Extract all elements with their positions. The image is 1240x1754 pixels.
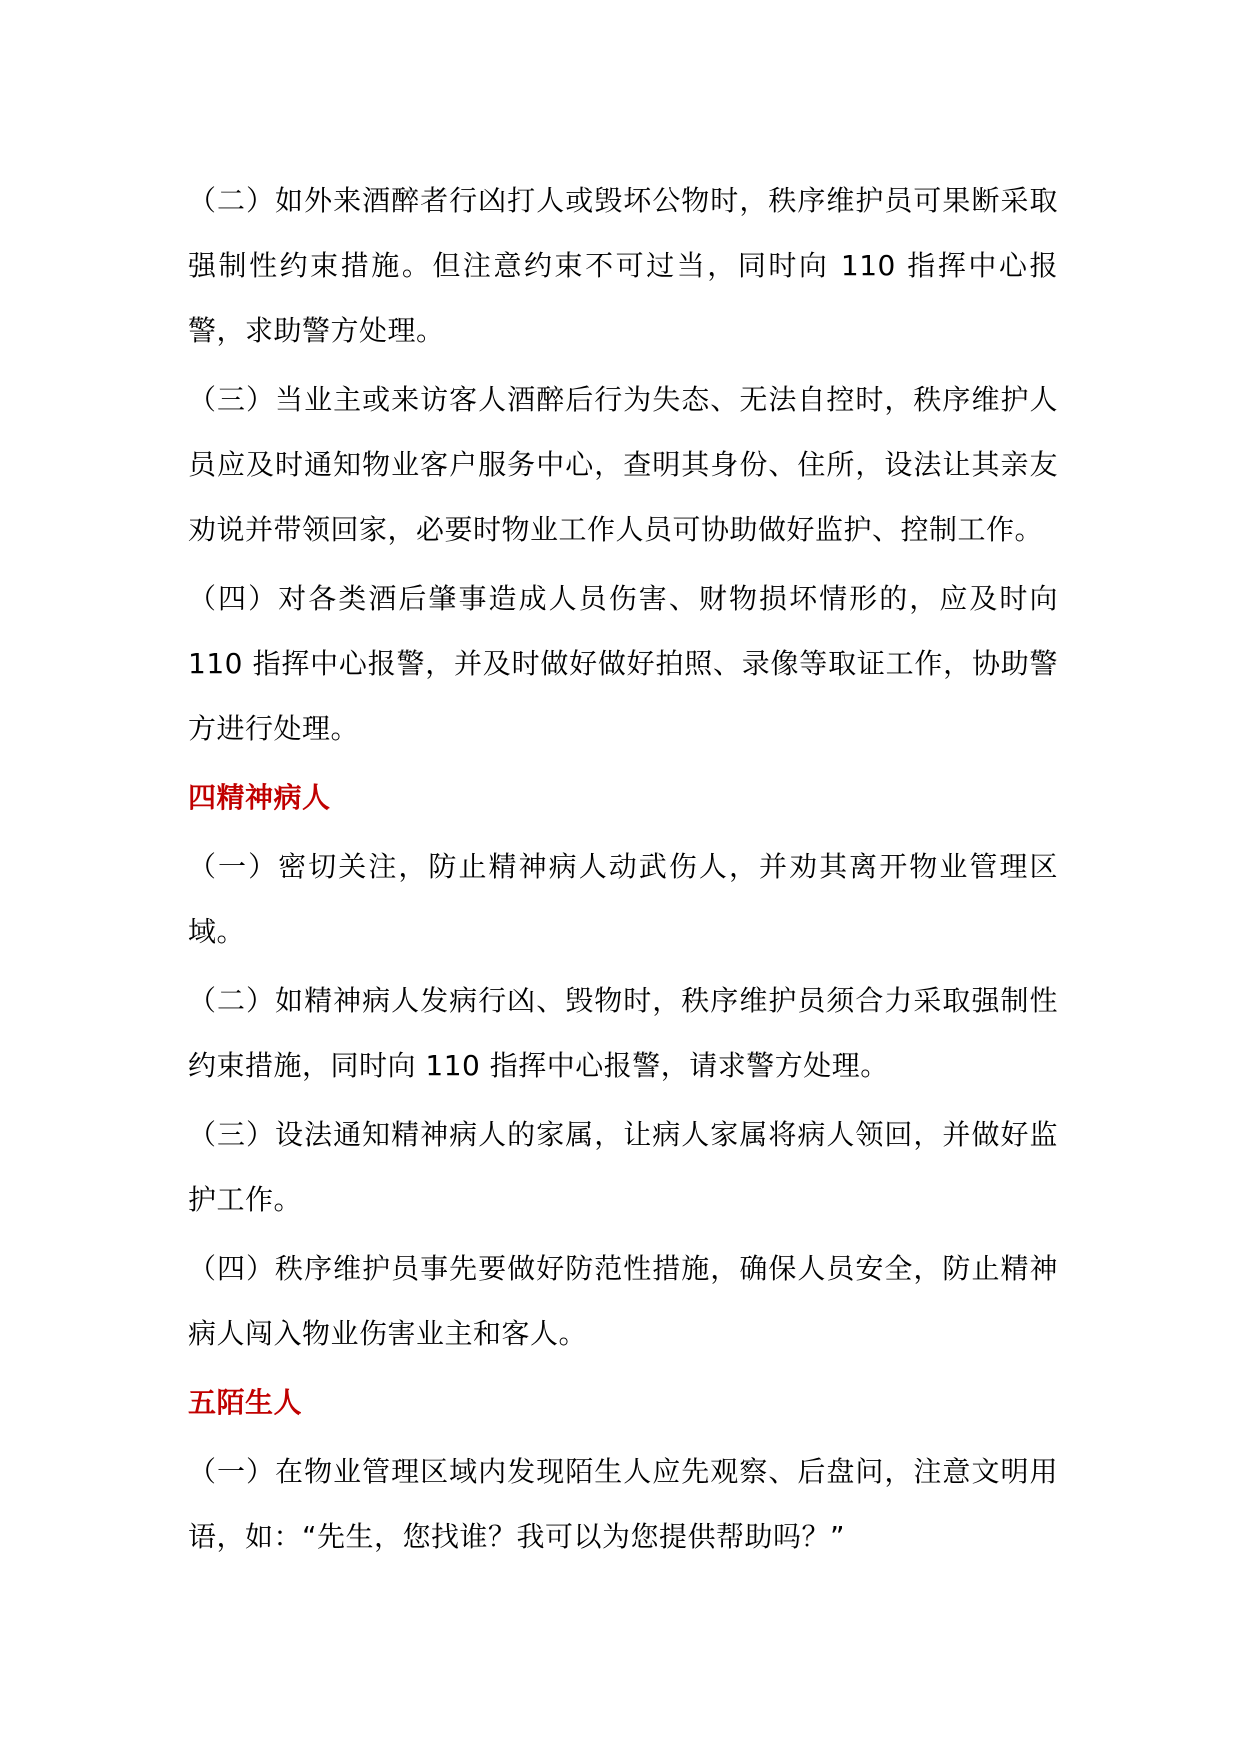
mental-item-4: （四）秩序维护员事先要做好防范性措施，确保人员安全，防止精神病人闯入物业伤害业主和客人。 [188, 1252, 1058, 1350]
section-heading-stranger: 五陌生人 [188, 1386, 303, 1419]
document-page [188, 168, 1058, 1573]
mental-item-3: （三）设法通知精神病人的家属，让病人家属将病人领回，并做好监护工作。 [188, 1118, 1058, 1216]
mental-item-2: （二）如精神病人发病行凶、毁物时，秩序维护员须合力采取强制性约束措施，同时向 110 指挥中心报警，请求警方处理。 [188, 984, 1058, 1082]
section-heading-mental-patient: 四精神病人 [188, 781, 331, 814]
drunk-item-2: （二）如外来酒醉者行凶打人或毁坏公物时，秩序维护员可果断采取强制性约束措施。但注意约束不可过当，同时向 110 指挥中心报警，求助警方处理。 [188, 184, 1058, 347]
drunk-item-3: （三）当业主或来访客人酒醉后行为失态、无法自控时，秩序维护人员应及时通知物业客户服务中心，查明其身份、住所，设法让其亲友劝说并带领回家，必要时物业工作人员可协助做好监护、控制工作。 [188, 383, 1058, 546]
drunk-item-4: （四）对各类酒后肇事造成人员伤害、财物损坏情形的，应及时向 110 指挥中心报警，并及时做好做好拍照、录像等取证工作，协助警方进行处理。 [188, 582, 1058, 745]
stranger-item-1: （一）在物业管理区域内发现陌生人应先观察、后盘问，注意文明用语，如：“先生，您找谁？我可以为您提供帮助吗？” [188, 1455, 1058, 1553]
mental-item-1: （一）密切关注，防止精神病人动武伤人，并劝其离开物业管理区域。 [188, 850, 1058, 948]
